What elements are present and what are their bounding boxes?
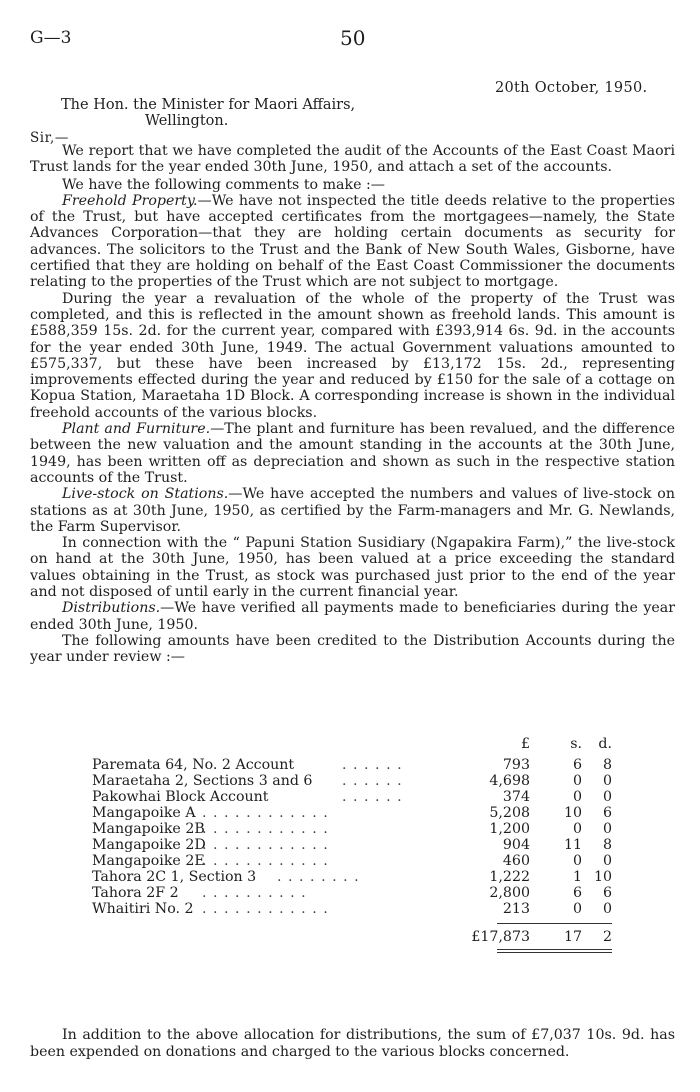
table-row xyxy=(92,805,612,821)
heading-plant-furniture: Plant and Furniture. xyxy=(62,421,211,438)
amount-pounds: 1,200 xyxy=(489,821,530,837)
amount-shillings: 10 xyxy=(563,805,582,821)
paragraph-distributions xyxy=(30,600,675,633)
amount-shillings: 11 xyxy=(563,837,582,853)
amount-pounds: 793 xyxy=(502,757,530,773)
total-shillings: 17 xyxy=(563,929,582,945)
total-rule-bottom xyxy=(497,949,612,950)
account-name: Mangapoike 2B xyxy=(92,821,205,837)
amount-pence: 0 xyxy=(602,789,612,805)
dot-leader: . . . . . . . . . . . . xyxy=(202,805,329,821)
text-distributions: —We have verified all payments made to beneficiaries during the year ended 30th June, 1950. xyxy=(30,600,675,633)
column-header-shillings: s. xyxy=(570,736,582,752)
total-rule-top xyxy=(497,923,612,924)
text-freehold-property: —We have not inspected the title deeds relative to the properties of the Trust, but have accepted certificates from the mortgagees—namely, the State Advances Corporation—that they are holding certain documents as security for advances. The solicitors to the Trust and the Bank of New South Wales, Gisborne, have certified that they are holding on behalf of the East Coast Commissioner the documents relating to the properties of the Trust which are not subject to mortgage. xyxy=(30,192,676,291)
account-name: Tahora 2F 2 xyxy=(92,885,179,901)
text-live-stock: —We have accepted the numbers and values of live-stock on stations as at 30th June, 1950, as certified by the Farm-managers and Mr. G. Newlands, the Farm Supervisor. xyxy=(30,486,675,535)
amount-shillings: 0 xyxy=(572,821,582,837)
paragraph-credited-amounts: The following amounts have been credited to the Distribution Accounts during the year under review :— xyxy=(30,632,675,666)
amount-pence: 8 xyxy=(602,757,612,773)
amount-shillings: 0 xyxy=(572,773,582,789)
paragraph-papuni-station: In connection with the “ Papuni Station Susidiary (Ngapakira Farm),” the live-stock on hand at the 30th June, 1950, has been valued at a price exceeding the standard values obtaining in the Trust, as stock was purchased just prior to the end of the year and not disposed of until early in the current financial year. xyxy=(30,535,675,601)
dot-leader: . . . . . . . . . . . . xyxy=(202,821,329,837)
account-name: Whaitiri No. 2 xyxy=(92,901,194,917)
amount-shillings: 0 xyxy=(572,789,582,805)
amount-pence: 0 xyxy=(602,773,612,789)
table-row xyxy=(92,853,612,869)
heading-live-stock: Live-stock on Stations. xyxy=(62,486,229,503)
text-plant-furniture: —The plant and furniture has been revalued, and the difference between the new valuation and the amount standing in the accounts at the 30th June, 1949, has been written off as depreciation and shown as such in the respective station accounts of the Trust. xyxy=(30,421,675,486)
dot-leader: . . . . . . . . xyxy=(277,869,360,885)
paragraph-plant-furniture xyxy=(30,421,675,486)
table-row xyxy=(92,901,612,917)
account-name: Pakowhai Block Account xyxy=(92,789,269,805)
table-row xyxy=(92,773,612,789)
page-number: 50 xyxy=(340,26,366,50)
table-row xyxy=(92,885,612,901)
amount-pence: 10 xyxy=(593,869,612,885)
paragraph-revaluation: During the year a revaluation of the whole of the property of the Trust was completed, and this is reflected in the amount shown as freehold lands. This amount is £588,359 15s. 2d. for the current year, compared with £393,914 6s. 9d. in the accounts for the year ended 30th June, 1949. The actual Government valuations amounted to £575,337, but these have been increased by £13,172 15s. 2d., representing improvements effected during the year and reduced by £150 for the sale of a cottage on Kopua Station, Maraetaha 1D Block. A corresponding increase is shown in the individual freehold accounts of the various blocks. xyxy=(30,290,675,421)
amount-pence: 0 xyxy=(602,853,612,869)
amount-pence: 8 xyxy=(602,837,612,853)
table-row xyxy=(92,789,612,805)
amount-pounds: 374 xyxy=(502,789,530,805)
account-name: Maraetaha 2, Sections 3 and 6 xyxy=(92,773,313,789)
total-pence: 2 xyxy=(602,929,612,945)
table-row xyxy=(92,869,612,885)
amount-pence: 0 xyxy=(602,901,612,917)
amount-shillings: 0 xyxy=(572,853,582,869)
dot-leader: . . . . . . xyxy=(342,789,403,805)
heading-freehold-property: Freehold Property. xyxy=(62,192,198,209)
amount-pounds: 1,222 xyxy=(489,869,530,885)
document-reference: G—3 xyxy=(30,28,72,48)
paragraph-freehold-property xyxy=(30,193,675,291)
paragraph-donations: In addition to the above allocation for distributions, the sum of £7,037 10s. 9d. has been expended on donations and charged to the various blocks concerned. xyxy=(30,1027,675,1060)
table-row xyxy=(92,757,612,773)
amount-pounds: 213 xyxy=(502,901,530,917)
account-name: Tahora 2C 1, Section 3 xyxy=(92,869,257,885)
dot-leader: . . . . . . . . . . . . xyxy=(202,837,329,853)
letter-body xyxy=(30,143,675,666)
column-header-pence: d. xyxy=(598,736,612,752)
heading-distributions: Distributions. xyxy=(62,600,161,617)
table-row xyxy=(92,837,612,853)
amount-shillings: 1 xyxy=(572,869,582,885)
amount-pounds: 5,208 xyxy=(489,805,530,821)
account-name: Paremata 64, No. 2 Account xyxy=(92,757,295,773)
account-name: Mangapoike A xyxy=(92,805,196,821)
total-pounds: £17,873 xyxy=(471,929,530,945)
account-name: Mangapoike 2E xyxy=(92,853,205,869)
dot-leader: . . . . . . . . . . . . xyxy=(202,853,329,869)
amount-pounds: 4,698 xyxy=(489,773,530,789)
column-header-pounds: £ xyxy=(520,736,530,752)
amount-pence: 6 xyxy=(602,885,612,901)
addressee-line-2: Wellington. xyxy=(145,113,229,129)
amount-shillings: 0 xyxy=(572,901,582,917)
amount-pence: 0 xyxy=(602,821,612,837)
account-name: Mangapoike 2D xyxy=(92,837,206,853)
dot-leader: . . . . . . xyxy=(342,757,403,773)
paragraph-comments-intro: We have the following comments to make :— xyxy=(62,176,385,193)
dot-leader: . . . . . . xyxy=(342,773,403,789)
amount-pounds: 460 xyxy=(502,853,530,869)
dot-leader: . . . . . . . . . . xyxy=(202,885,307,901)
amount-pence: 6 xyxy=(602,805,612,821)
total-rule-bottom-double xyxy=(497,952,612,953)
amount-pounds: 2,800 xyxy=(489,885,530,901)
table-row xyxy=(92,821,612,837)
amount-pounds: 904 xyxy=(502,837,530,853)
salutation: Sir,— xyxy=(30,130,69,146)
amount-shillings: 6 xyxy=(572,757,582,773)
dot-leader: . . . . . . . . . . . . xyxy=(202,901,329,917)
paragraph-audit-completed: We report that we have completed the audit of the Accounts of the East Coast Maori Trust lands for the year ended 30th June, 1950, and attach a set of the accounts. xyxy=(30,143,675,176)
table-total-row xyxy=(92,929,612,945)
addressee-line-1: The Hon. the Minister for Maori Affairs, xyxy=(61,97,356,113)
amount-shillings: 6 xyxy=(572,885,582,901)
letter-date: 20th October, 1950. xyxy=(495,80,648,96)
paragraph-live-stock xyxy=(30,486,675,535)
